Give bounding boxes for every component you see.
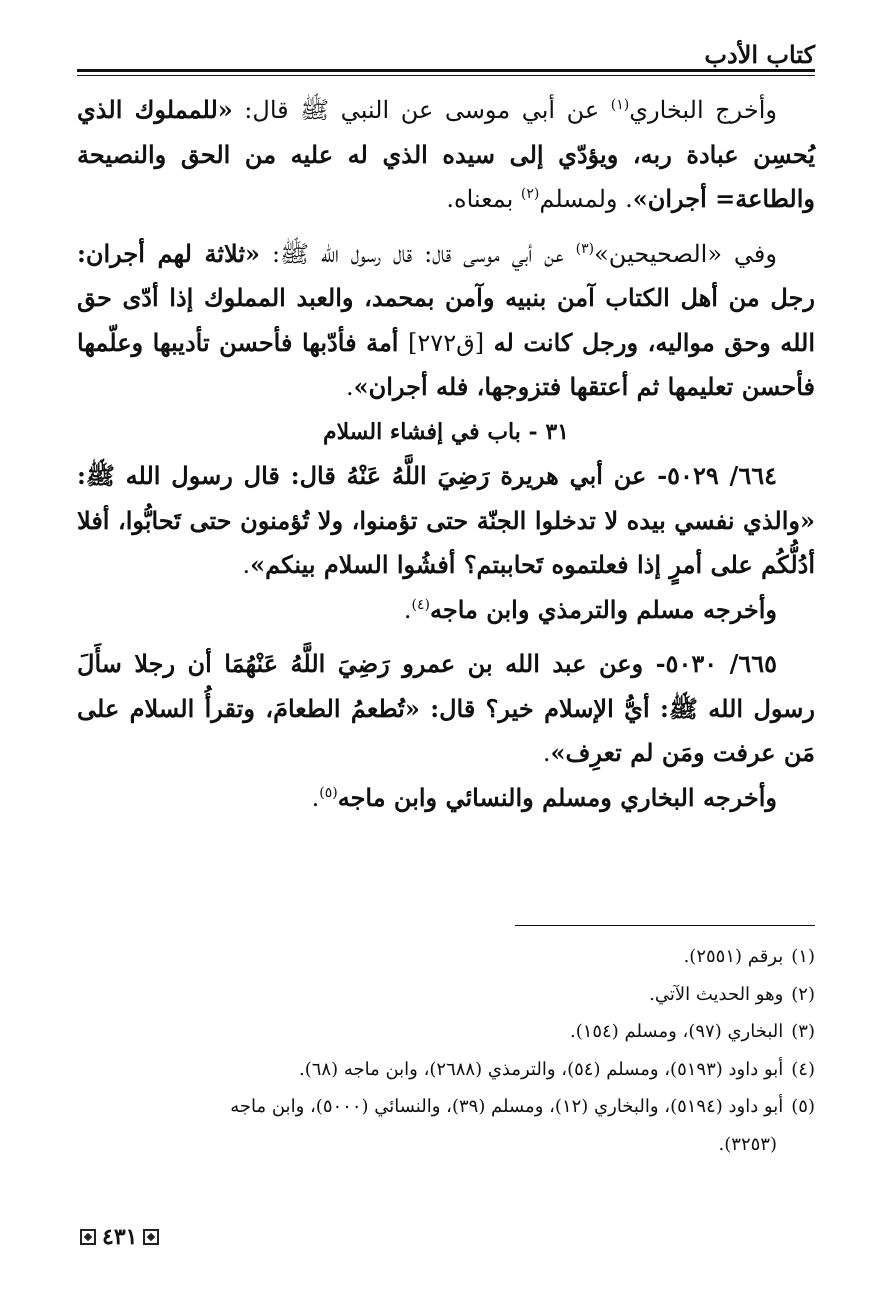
page-number: ٤٣١: [80, 1224, 159, 1250]
footnote-5: (٥)أبو داود (٥١٩٤)، والبخاري (١٢)، ومسلم (٣٩)، والنسائي (٥٠٠٠)، وابن ماجه: [230, 1096, 815, 1117]
ornament-icon: [80, 1229, 96, 1245]
hadith-quote: أمة فأدّبها فأحسن تأديبها وعلّمها فأحسن تعليمها ثم أعتقها فتزوجها، فله أجران»: [77, 327, 815, 401]
chapter-heading: ٣١ - باب في إفشاء السلام: [323, 418, 569, 445]
paragraph-bukhari-mamluk: وأخرج البخاري$^{(١)}$ عن أبي موسى عن النبي ﷺ قال: «للمملوك الذي يُحسِن عبادة ربه، ويؤدّي إلى سيده الذي له عليه من الحق والنصيحة والطاعة= أجران». ولمسلم$^{(٢)}$ بمعناه.: [77, 95, 815, 213]
takhrij-664: وأخرجه مسلم والترمذي وابن ماجه$^{(٤)}$.: [403, 594, 777, 624]
footnote-ref-1[interactable]: (١): [610, 97, 630, 113]
manuscript-ref: [ق٢٧٢]: [408, 328, 485, 357]
running-header: كتاب الأدب: [704, 40, 815, 69]
hadith-number: ٦٦٥/ ٥٠٣٠-: [655, 649, 777, 678]
header-rule-thick: [77, 69, 815, 72]
footnote-separator: [515, 925, 815, 926]
footnote-3: (٣)البخاري (٩٧)، ومسلم (١٥٤).: [569, 1021, 815, 1042]
footnotes: [77, 938, 815, 1163]
hadith-quote: «للمملوك الذي يُحسِن عبادة ربه، ويؤدّي إلى سيده الذي له عليه من الحق والنصيحة والطاعة= أجران»: [77, 95, 815, 213]
takhrij-665: وأخرجه البخاري ومسلم والنسائي وابن ماجه$^{(٥)}$.: [311, 782, 777, 812]
footnote-ref-2[interactable]: (٢): [520, 186, 540, 202]
hadith-664: ٦٦٤/ ٥٠٢٩- عن أبي هريرة رَضِيَ اللَّهُ عَنْهُ قال: قال رسول الله ﷺ: «والذي نفسي بيده لا تدخلوا الجنّة حتى تؤمنوا، ولا تُؤمنون حتى تَحابُّوا، أفلا أدُلُّكُم على أمرٍ إذا فعلتموه تَحاببتم؟ أفشُوا السلام بينكم».: [77, 461, 815, 579]
paragraph-thalatha-ajran: وفي «الصحيحين»$^{(٣)}$ عن أبي موسى قال: قال رسول الله ﷺ: «ثلاثة لهم أجران: رجل من أهل الكتاب آمن بنبيه وآمن بمحمد، والعبد المملوك إذا أدّى حق الله وحق مواليه، ورجل كانت له [ق٢٧٢] أمة فأدّبها فأحسن تأديبها وعلّمها فأحسن تعليمها ثم أعتقها فتزوجها، فله أجران».: [77, 238, 816, 401]
footnote-ref-3[interactable]: (٣): [575, 240, 595, 257]
hadith-number: ٦٦٤/ ٥٠٢٩-: [657, 461, 777, 490]
footnote-5-continued: (٣٢٥٣).: [718, 1133, 777, 1155]
hadith-quote: «والذي نفسي بيده لا تدخلوا الجنّة حتى تؤمنوا، ولا تُؤمنون حتى تَحابُّوا، أفلا أدُلُّكُم على أمرٍ إذا فعلتموه تَحاببتم؟ أفشُوا السلام بينكم»: [77, 505, 815, 579]
footnote-2: (٢)وهو الحديث الآتي.: [649, 983, 815, 1005]
hadith-665: ٦٦٥/ ٥٠٣٠- وعن عبد الله بن عمرو رَضِيَ اللَّهُ عَنْهُمَا أن رجلا سأَلَ رسول الله ﷺ: أيُّ الإسلام خير؟ قال: «تُطعمُ الطعامَ، وتقرأُ السلام على مَن عرفت ومَن لم تعرِف».: [77, 649, 816, 767]
footnote-4: (٤)أبو داود (٥١٩٣)، ومسلم (٥٤)، والترمذي (٢٦٨٨)، وابن ماجه (٦٨).: [298, 1058, 815, 1080]
main-text: [77, 88, 815, 820]
footnote-1: (١)برقم (٢٥٥١).: [683, 946, 815, 967]
ornament-icon: [143, 1229, 159, 1245]
footnote-ref-5[interactable]: (٥): [319, 784, 338, 801]
hadith-quote: أيُّ الإسلام خير؟ قال: «تُطعمُ الطعامَ، وتقرأُ السلام على مَن عرفت ومَن لم تعرِف»: [77, 693, 815, 767]
header-rule-thin: [77, 75, 815, 76]
hadith-quote: «ثلاثة لهم أجران: رجل من أهل الكتاب آمن بنبيه وآمن بمحمد، والعبد المملوك إذا أدّى حق الله وحق مواليه، ورجل كانت له: [77, 238, 816, 357]
footnote-ref-4[interactable]: (٤): [411, 596, 430, 613]
